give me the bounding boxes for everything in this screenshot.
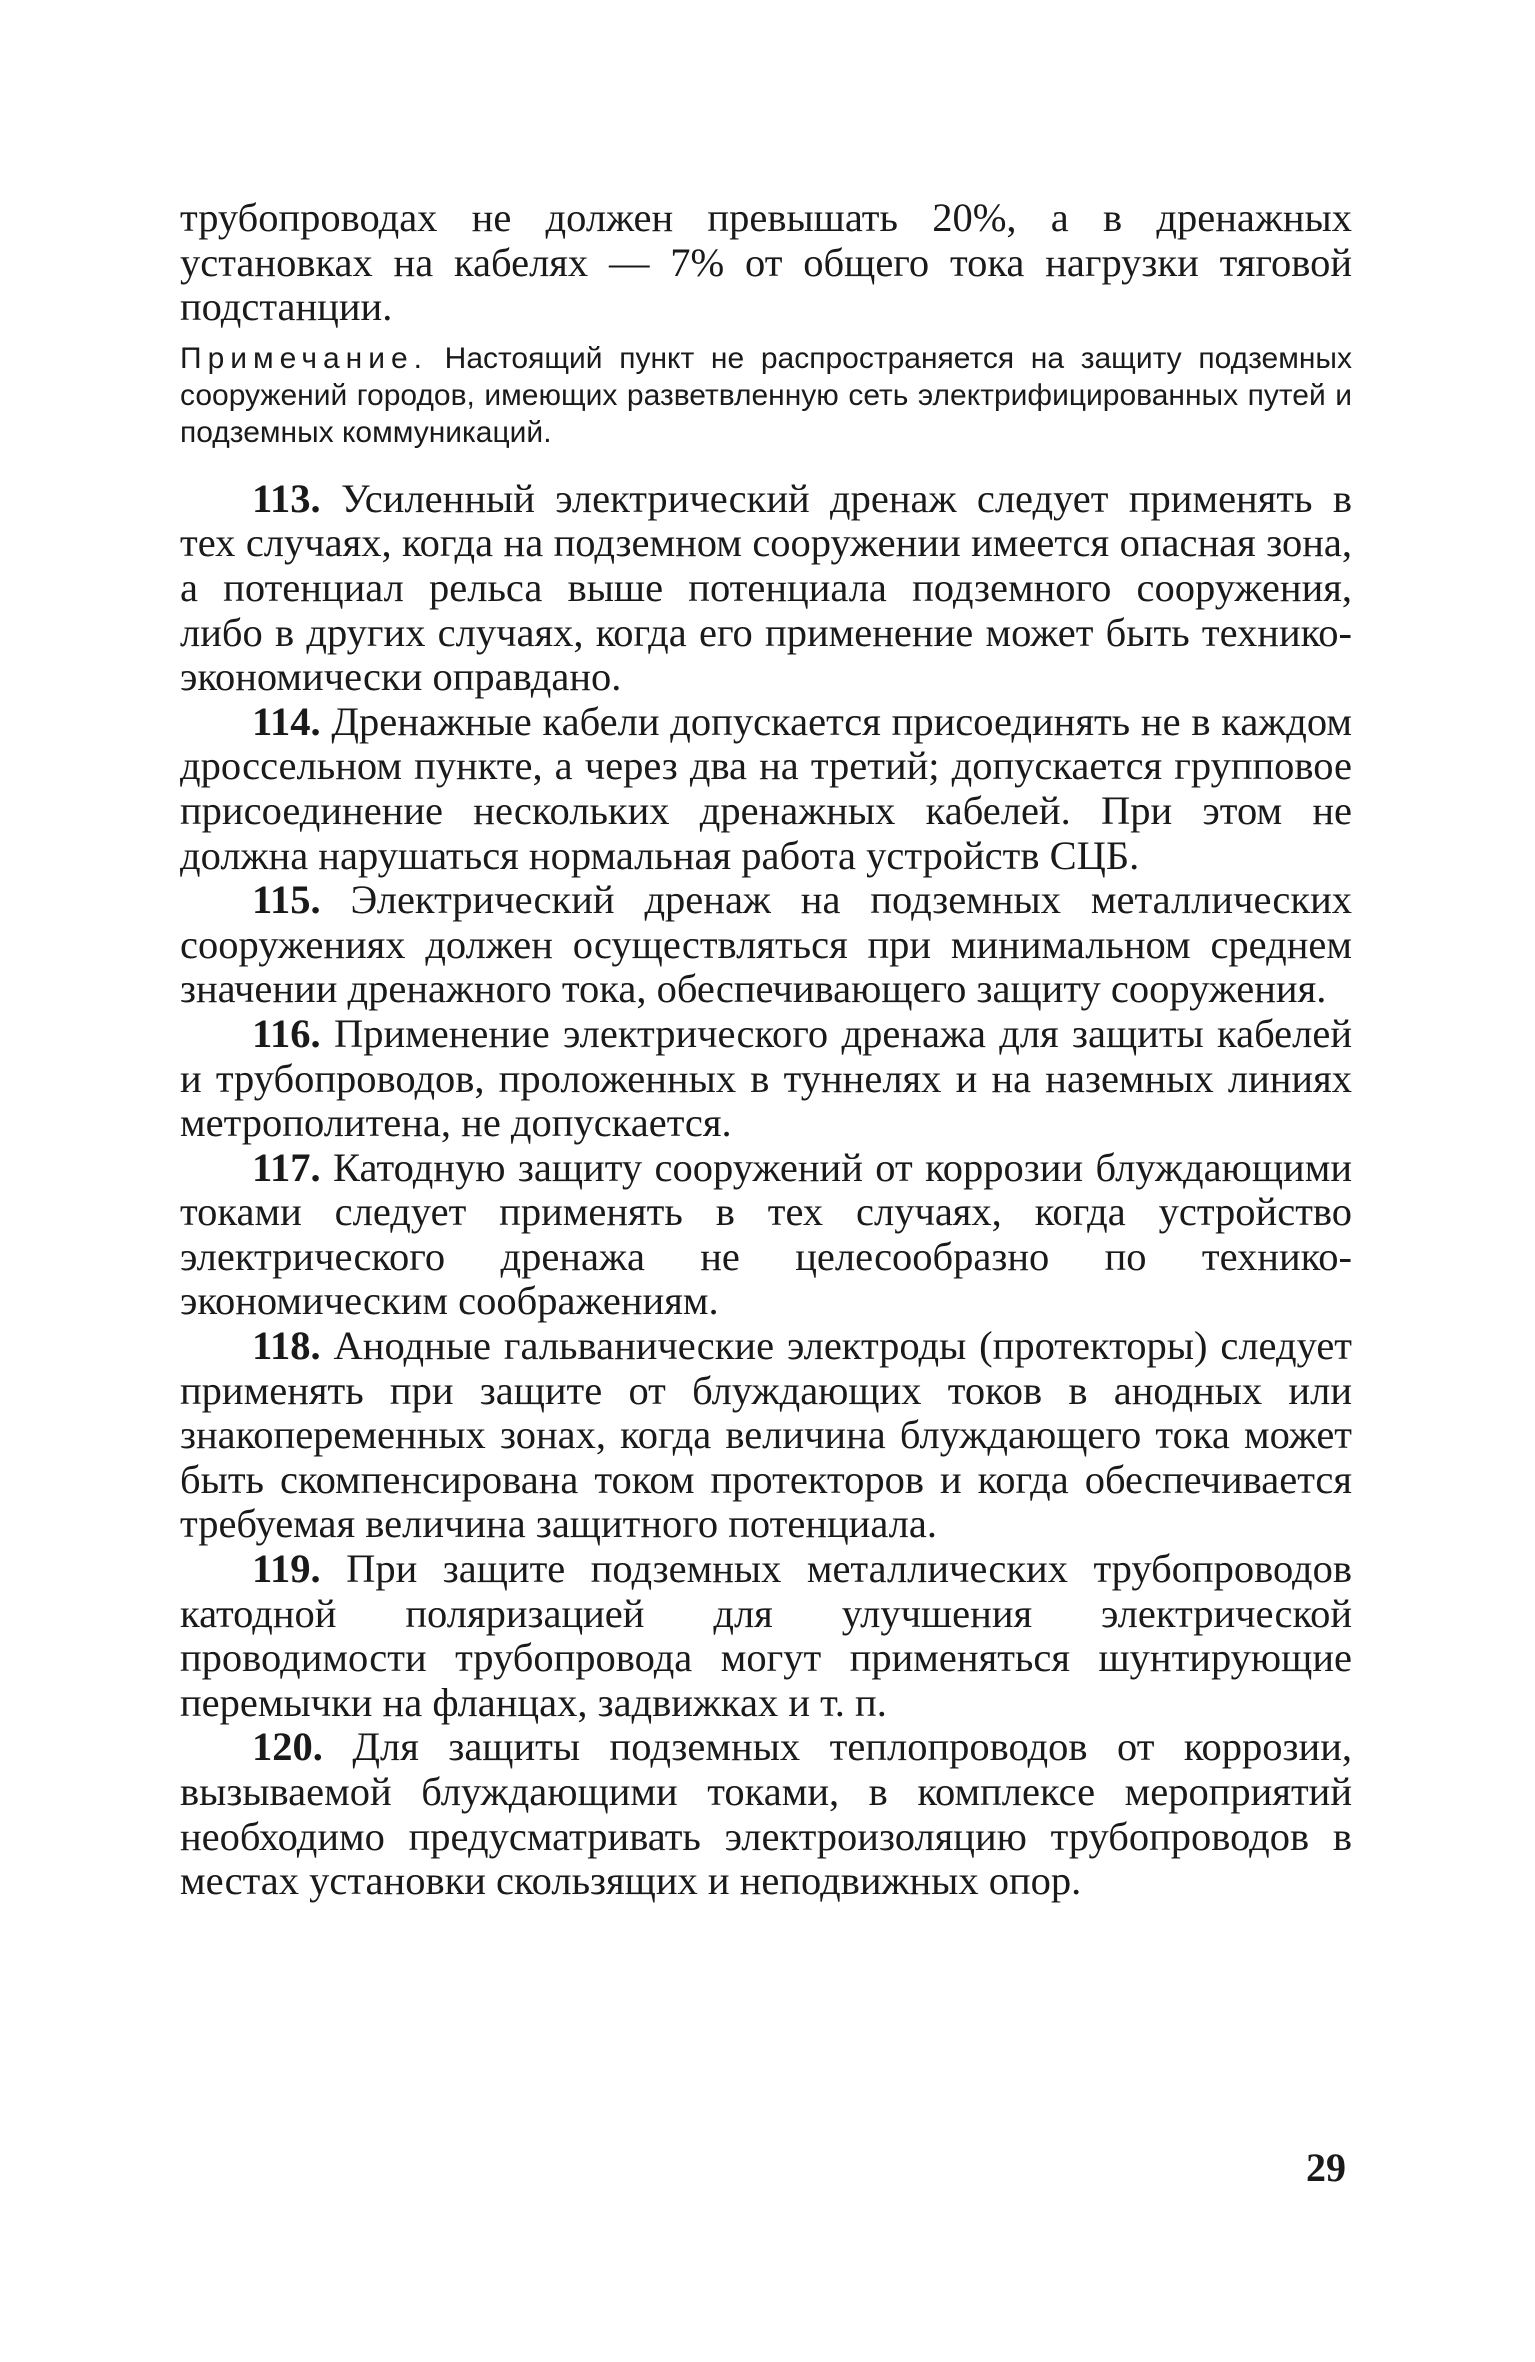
page-number: 29 bbox=[1306, 2145, 1346, 2190]
paragraph-text: Катодную защиту сооружений от коррозии блуждающими токами следует применять в тех случаях, когда устройство электрического дренажа не целесообразно по технико-экономическим соображениям. bbox=[180, 1144, 1352, 1324]
note-block bbox=[180, 340, 1352, 451]
paragraph-text: Анодные гальванические электроды (протекторы) следует применять при защите от блуждающих токов в анодных или знакопеременных зонах, когда величина блуждающего тока может быть скомпенсирована током протекторов и когда обеспечивается требуемая величина защитного потенциала. bbox=[180, 1323, 1352, 1547]
paragraph-120 bbox=[180, 1725, 1352, 1903]
paragraph-text: При защите подземных металлических трубопроводов катодной поляризацией для улучшения электрической проводимости трубопровода могут применяться шунтирующие перемычки на фланцах, задвижках и т. п. bbox=[180, 1546, 1353, 1725]
paragraph-118 bbox=[180, 1324, 1352, 1547]
paragraph-114 bbox=[180, 700, 1352, 878]
note-text: Настоящий пункт не распространяется на защиту подземных сооружений городов, имеющих разветвленную сеть электрифицированных путей и подземных коммуникаций. bbox=[180, 341, 1352, 449]
document-page bbox=[180, 196, 1352, 1904]
paragraph-text: Электрический дренаж на подземных металлических сооружениях должен осуществляться при минимальном среднем значении дренажного тока, обеспечивающего защиту сооружения. bbox=[180, 877, 1352, 1012]
paragraph-115 bbox=[180, 878, 1352, 1012]
paragraph-number: 114. bbox=[252, 698, 321, 744]
paragraph-116 bbox=[180, 1012, 1352, 1146]
paragraph-number: 119. bbox=[252, 1546, 321, 1592]
paragraph-number: 116. bbox=[252, 1010, 321, 1056]
paragraph-text: Усиленный электрический дренаж следует применять в тех случаях, когда на подземном сооружении имеется опасная зона, а потенциал рельса выше потенциала подземного сооружения, либо в других случаях, когда его применение может быть технико-экономически оправдано. bbox=[180, 475, 1352, 700]
paragraph-text: Дренажные кабели допускается присоединять не в каждом дроссельном пункте, а через два на третий; допускается групповое присоединение нескольких дренажных кабелей. При этом не должна нарушаться нормальная работа устройств СЦБ. bbox=[180, 698, 1352, 878]
paragraph-number: 117. bbox=[252, 1144, 321, 1190]
paragraph-119 bbox=[180, 1547, 1352, 1725]
intro-paragraph: трубопроводах не должен превышать 20%, а в дренажных установках на кабелях — 7% от общего тока нагрузки тяговой подстанции. bbox=[180, 195, 1352, 330]
paragraph-113 bbox=[180, 477, 1352, 700]
paragraph-number: 113. bbox=[252, 475, 321, 521]
paragraph-number: 120. bbox=[252, 1724, 323, 1770]
paragraph-117 bbox=[180, 1146, 1352, 1324]
paragraph-text: Для защиты подземных теплопроводов от коррозии, вызываемой блуждающими токами, в комплексе мероприятий необходимо предусматривать электроизоляцию трубопроводов в местах установки скользящих и неподвижных опор. bbox=[180, 1724, 1353, 1904]
paragraph-number: 118. bbox=[252, 1323, 321, 1369]
paragraph-number: 115. bbox=[252, 877, 321, 923]
paragraph-text: Применение электрического дренажа для защиты кабелей и трубопроводов, проложенных в туннелях и на наземных линиях метрополитена, не допускается. bbox=[180, 1010, 1352, 1146]
note-label: Примечание. bbox=[180, 341, 428, 375]
